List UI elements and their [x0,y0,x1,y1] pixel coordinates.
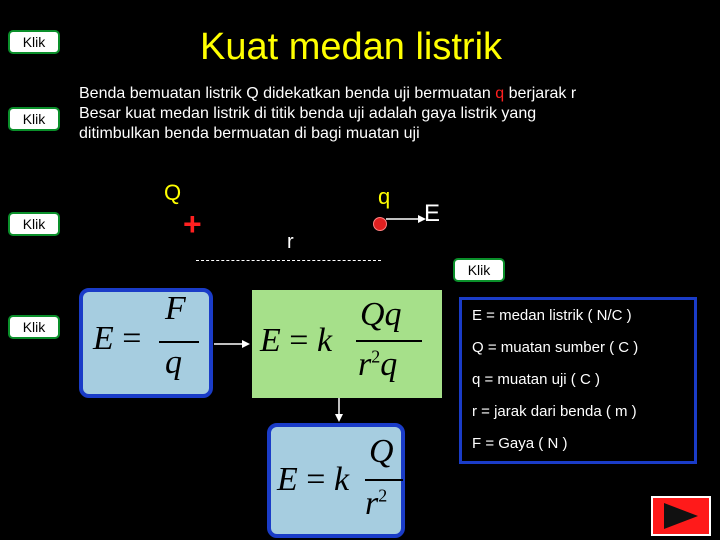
formula2-denominator: $r^2q$ [358,346,398,383]
field-E-label: E [424,200,441,227]
charge-Q-label: Q [164,180,182,205]
legend-item-r: r = jarak dari benda ( m ) [472,403,637,420]
test-charge-dot [373,217,387,231]
klik-button-5[interactable]: Klik [8,315,60,339]
legend-item-q: q = muatan uji ( C ) [472,371,600,388]
slide-title: Kuat medan listrik [200,26,503,68]
klik-button-2[interactable]: Klik [8,107,60,131]
fraction-bar [356,340,422,342]
formula2-numerator: Qq [360,296,402,333]
formula3-numerator: Q [369,433,394,470]
field-arrow-icon [386,212,426,226]
formula1-numerator: F [165,290,186,327]
distance-r-label: r [287,231,294,253]
formula1-E: E [93,320,114,357]
klik-button-4[interactable]: Klik [453,258,505,282]
legend-item-E: E = medan listrik ( N/C ) [472,307,632,324]
next-slide-button[interactable] [651,496,711,536]
description-line-3: ditimbulkan benda bermuatan di bagi muatan uji [79,125,420,142]
formula-box-1 [79,288,213,398]
formula-box-2 [252,290,442,398]
charge-q-label: q [378,184,391,209]
formula3-eq: = [306,461,326,498]
formula-box-3 [267,423,405,538]
formula2-k: k [316,322,333,359]
formula1-eq: = [122,320,142,357]
fraction-bar [159,341,199,343]
formula2-E: E [260,322,281,359]
fraction-bar [365,479,403,481]
positive-charge-icon: + [183,206,202,242]
variable-legend [459,297,697,464]
formula3-k: k [333,461,350,498]
legend-item-Q: Q = muatan sumber ( C ) [472,339,639,356]
klik-button-3[interactable]: Klik [8,212,60,236]
description-line-1: Benda bemuatan listrik Q didekatkan benda uji bermuatan q berjarak r [79,85,577,102]
klik-button-1[interactable]: Klik [8,30,60,54]
description-line-2: Besar kuat medan listrik di titik benda uji adalah gaya listrik yang [79,105,537,122]
formula1-denominator: q [165,344,182,381]
arrow-right-icon [214,338,250,350]
description [79,84,669,144]
arrow-down-icon [333,398,345,422]
formula3-denominator: $r^2$ [365,485,388,522]
distance-line [196,260,381,261]
play-triangle-icon [664,503,698,529]
formula3-E: E [277,461,298,498]
legend-item-F: F = Gaya ( N ) [472,435,568,452]
q-highlight: q [495,85,505,102]
formula2-eq: = [289,322,309,359]
